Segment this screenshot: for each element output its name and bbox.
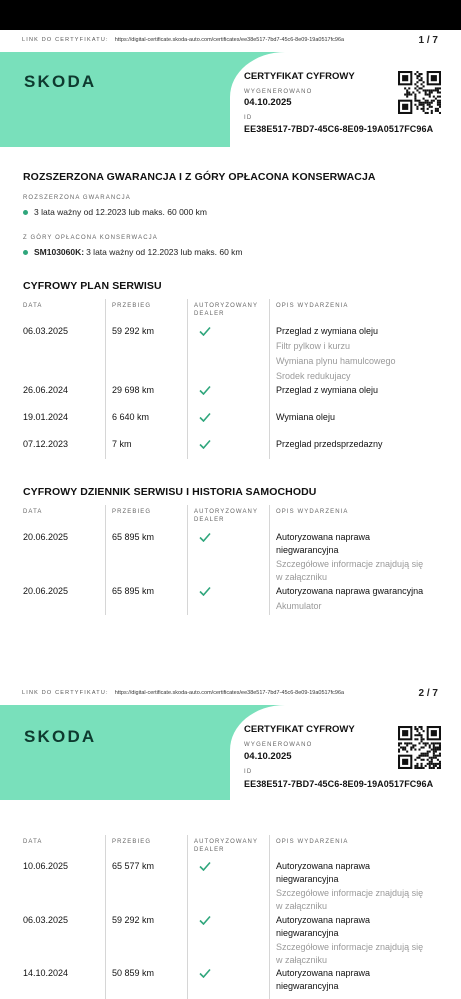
history-row-description: Autoryzowana naprawa: [276, 968, 371, 978]
extended-warranty-item: [23, 207, 207, 217]
log-row-date: 20.06.2025: [23, 586, 69, 596]
history-row-subitem: w załączniku: [276, 955, 328, 965]
col-dealer-line1: AUTORYZOWANY: [194, 509, 259, 515]
log-row-date: 20.06.2025: [23, 532, 69, 542]
col-date: DATA: [23, 509, 43, 515]
column-divider: [269, 835, 270, 999]
column-divider: [187, 299, 188, 459]
checkmark-icon: [199, 968, 211, 978]
page-number: 1 / 7: [418, 34, 438, 46]
col-mileage: PRZEBIEG: [112, 839, 152, 845]
col-dealer-line2: DEALER: [194, 847, 225, 853]
prepaid-maintenance-text: 3 lata ważny od 12.2023 lub maks. 60 km: [86, 247, 243, 257]
plan-row-mileage: 59 292 km: [112, 326, 155, 336]
history-row-description: Autoryzowana naprawa: [276, 861, 371, 871]
col-dealer-line1: AUTORYZOWANY: [194, 839, 259, 845]
history-row-mileage: 50 859 km: [112, 968, 155, 978]
history-row-subitem: Szczegółowe informacje znajdują się: [276, 888, 424, 898]
column-divider: [105, 505, 106, 615]
log-row-mileage: 65 895 km: [112, 532, 155, 542]
col-description: OPIS WYDARZENIA: [276, 839, 349, 845]
certificate-link-row: [22, 685, 440, 701]
plan-row-mileage: 29 698 km: [112, 385, 155, 395]
col-date: DATA: [23, 303, 43, 309]
plan-row-subitem: Srodek redukujacy: [276, 371, 351, 381]
checkmark-icon: [199, 915, 211, 925]
plan-row-description: Przeglad z wymiana oleju: [276, 326, 379, 336]
checkmark-icon: [199, 586, 211, 596]
history-row-subitem: w załączniku: [276, 901, 328, 911]
history-row-description: niegwarancyjna: [276, 874, 339, 884]
plan-row-date: 19.01.2024: [23, 412, 69, 422]
history-row-description: Autoryzowana naprawa: [276, 915, 371, 925]
col-description: OPIS WYDARZENIA: [276, 509, 349, 515]
col-dealer: [194, 508, 258, 524]
log-row-subitem: Szczegółowe informacje znajdują się: [276, 559, 424, 569]
history-row-date: 10.06.2025: [23, 861, 69, 871]
log-row-description: Autoryzowana naprawa: [276, 532, 371, 542]
generated-date: 04.10.2025: [244, 751, 292, 762]
log-row-description: Autoryzowana naprawa gwarancyjna: [276, 586, 424, 596]
log-row-description: niegwarancyjna: [276, 545, 339, 555]
col-dealer: [194, 302, 258, 318]
warranty-title: ROZSZERZONA GWARANCJA I Z GÓRY OPŁACONA KONSERWACJA: [23, 171, 376, 183]
certificate-url[interactable]: https://digital-certificate.skoda-auto.com/certificates/ee38e517-7bd7-45c6-8e09-19a0517fc96a: [114, 690, 345, 696]
history-row-mileage: 65 577 km: [112, 861, 155, 871]
qr-code-icon: [398, 726, 441, 769]
col-mileage: PRZEBIEG: [112, 509, 152, 515]
prepaid-code: SM103060K:: [34, 247, 85, 257]
service-plan-title: CYFROWY PLAN SERWISU: [23, 280, 162, 292]
id-label: ID: [244, 115, 253, 121]
column-divider: [187, 835, 188, 999]
col-description: OPIS WYDARZENIA: [276, 303, 349, 309]
checkmark-icon: [199, 532, 211, 542]
history-row-subitem: Szczegółowe informacje znajdują się: [276, 942, 424, 952]
generated-label: WYGENEROWANO: [244, 742, 313, 748]
log-row-mileage: 65 895 km: [112, 586, 155, 596]
certificate-url[interactable]: https://digital-certificate.skoda-auto.com/certificates/ee38e517-7bd7-45c6-8e09-19a0517fc96a: [114, 37, 345, 43]
plan-row-mileage: 7 km: [112, 439, 132, 449]
bullet-dot-icon: [23, 250, 28, 255]
checkmark-icon: [199, 412, 211, 422]
certificate-link-row: [22, 32, 440, 48]
skoda-logo: SKODA: [24, 72, 97, 91]
plan-row-date: 06.03.2025: [23, 326, 69, 336]
col-dealer-line2: DEALER: [194, 311, 225, 317]
bullet-dot-icon: [23, 210, 28, 215]
checkmark-icon: [199, 439, 211, 449]
plan-row-description: Przeglad z wymiana oleju: [276, 385, 379, 395]
extended-warranty-text: 3 lata ważny od 12.2023 lub maks. 60 000 km: [34, 207, 207, 217]
certificate-id: EE38E517-7BD7-45C6-8E09-19A0517FC96A: [244, 779, 434, 789]
top-black-bar: [0, 0, 461, 30]
link-label: LINK DO CERTYFIKATU:: [22, 37, 109, 43]
col-date: DATA: [23, 839, 43, 845]
checkmark-icon: [199, 326, 211, 336]
plan-row-mileage: 6 640 km: [112, 412, 150, 422]
history-row-mileage: 59 292 km: [112, 915, 155, 925]
log-row-subitem: w załączniku: [276, 572, 328, 582]
qr-code-icon: [398, 71, 441, 114]
plan-row-subitem: Filtr pylkow i kurzu: [276, 341, 351, 351]
skoda-logo: SKODA: [24, 727, 97, 746]
col-dealer: [194, 838, 258, 854]
col-dealer-line1: AUTORYZOWANY: [194, 303, 259, 309]
checkmark-icon: [199, 385, 211, 395]
service-log-title: CYFROWY DZIENNIK SERWISU I HISTORIA SAMOCHODU: [23, 486, 317, 498]
plan-row-description: Wymiana oleju: [276, 412, 335, 422]
column-divider: [269, 299, 270, 459]
column-divider: [187, 505, 188, 615]
extended-warranty-label: ROZSZERZONA GWARANCJA: [23, 195, 131, 201]
certificate-title: CERTYFIKAT CYFROWY: [244, 724, 355, 735]
col-mileage: PRZEBIEG: [112, 303, 152, 309]
generated-label: WYGENEROWANO: [244, 89, 313, 95]
history-row-description: niegwarancyjna: [276, 981, 339, 991]
column-divider: [269, 505, 270, 615]
log-row-subitem: Akumulator: [276, 601, 322, 611]
id-label: ID: [244, 769, 253, 775]
plan-row-date: 07.12.2023: [23, 439, 69, 449]
col-dealer-line2: DEALER: [194, 517, 225, 523]
history-row-date: 06.03.2025: [23, 915, 69, 925]
generated-date: 04.10.2025: [244, 97, 292, 108]
column-divider: [105, 299, 106, 459]
plan-row-subitem: Wymiana plynu hamulcowego: [276, 356, 396, 366]
link-label: LINK DO CERTYFIKATU:: [22, 690, 109, 696]
certificate-title: CERTYFIKAT CYFROWY: [244, 71, 355, 82]
checkmark-icon: [199, 861, 211, 871]
plan-row-description: Przeglad przedsprzedazny: [276, 439, 383, 449]
history-row-description: niegwarancyjna: [276, 928, 339, 938]
plan-row-date: 26.06.2024: [23, 385, 69, 395]
prepaid-maintenance-label: Z GÓRY OPŁACONA KONSERWACJA: [23, 235, 158, 241]
history-row-date: 14.10.2024: [23, 968, 69, 978]
certificate-id: EE38E517-7BD7-45C6-8E09-19A0517FC96A: [244, 124, 434, 134]
page-number: 2 / 7: [418, 687, 438, 699]
prepaid-maintenance-item: [23, 247, 243, 257]
column-divider: [105, 835, 106, 999]
